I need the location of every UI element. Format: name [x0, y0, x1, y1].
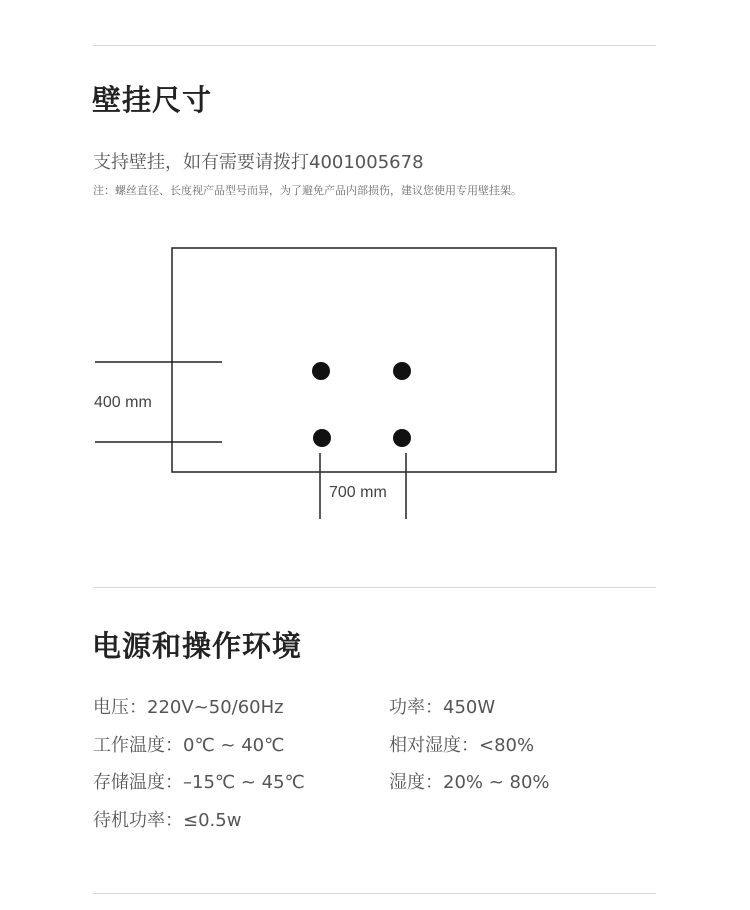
middle-divider [93, 587, 656, 588]
wall-mount-note: 注：螺丝直径、长度视产品型号而异，为了避免产品内部损伤，建议您使用专用壁挂架。 [93, 184, 522, 197]
wall-mount-subtitle: 支持壁挂，如有需要请拨打4001005678 [93, 152, 424, 173]
vertical-spacing-label: 400 mm [94, 394, 152, 411]
mount-hole-bottom-left [313, 429, 331, 447]
wall-mount-title: 壁挂尺寸 [92, 83, 213, 117]
mount-hole-top-left [312, 362, 330, 380]
spec-humidity: 湿度：20% ~ 80% [389, 772, 550, 793]
horizontal-spacing-label: 700 mm [329, 484, 387, 501]
power-env-title: 电源和操作环境 [92, 629, 303, 663]
spec-operating-temperature: 工作温度：0℃ ~ 40℃ [93, 735, 285, 756]
spec-relative-humidity: 相对湿度：<80% [389, 735, 535, 756]
spec-voltage: 电压：220V~50/60Hz [93, 697, 284, 718]
mount-hole-top-right [393, 362, 411, 380]
bottom-divider [93, 893, 656, 894]
tv-outline [172, 248, 556, 472]
spec-standby-power: 待机功率：≤0.5w [93, 810, 242, 831]
mount-hole-bottom-right [393, 429, 411, 447]
spec-storage-temperature: 存储温度：–15℃ ~ 45℃ [93, 772, 305, 793]
spec-power: 功率：450W [389, 697, 496, 718]
